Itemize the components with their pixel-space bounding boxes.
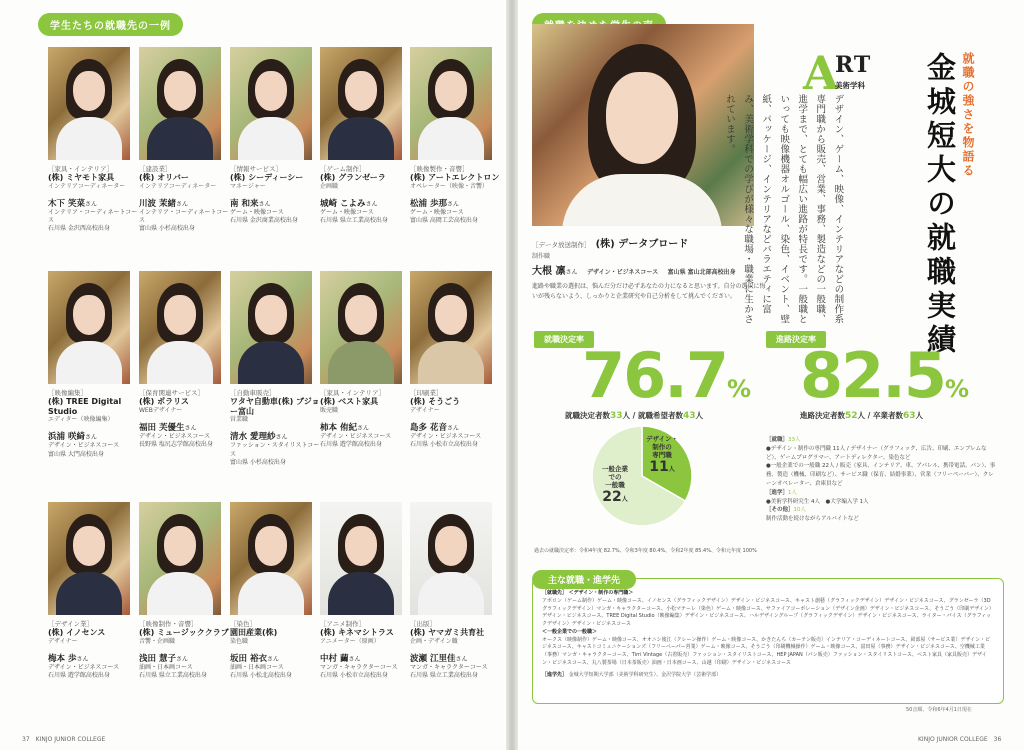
student-company: (株) そうごう xyxy=(410,397,461,407)
student-school: 富山県 小杉高校出身 xyxy=(139,225,195,233)
student-card xyxy=(230,502,320,680)
student-category: ［映像製作・音響］ xyxy=(410,165,469,173)
photo-body xyxy=(56,341,122,384)
photo-body xyxy=(56,572,122,615)
photo-body xyxy=(328,341,394,384)
student-photo xyxy=(230,502,312,615)
employed-count: 33人 xyxy=(788,437,801,443)
student-photo xyxy=(410,47,492,160)
employed-heading: ［就職］ xyxy=(766,437,789,443)
student-company: ワタヤ自動車(株) ブジョー富山 xyxy=(230,397,320,416)
student-course: インテリア・コーディネートコース xyxy=(139,208,229,224)
student-course: デザイン・ビジネスコース xyxy=(139,432,211,440)
student-role: 販売職 xyxy=(320,406,339,414)
art-subtitle: 美術学科 xyxy=(835,81,865,90)
student-card xyxy=(139,502,229,680)
student-course: 油画・日本画コース xyxy=(230,663,284,671)
student-name: 島多 花音 xyxy=(410,422,447,433)
student-honorific: さん xyxy=(84,434,97,442)
photo-face xyxy=(435,71,467,111)
left-section-label: 学生たちの就職先の一例 xyxy=(38,13,183,36)
student-role: デザイナー xyxy=(410,406,440,414)
student-company: (株) ポラリス xyxy=(139,397,189,407)
student-company: (株) シーディーシー xyxy=(230,173,304,183)
student-name-line xyxy=(139,197,229,209)
student-role: マネージャー xyxy=(230,182,266,190)
student-role: 企画・デザイン職 xyxy=(410,637,458,645)
photo-body xyxy=(418,572,484,615)
student-role: オペレーター（映像・音響） xyxy=(410,182,489,190)
student-card xyxy=(320,47,410,225)
student-name: 坂田 裕衣 xyxy=(230,653,267,664)
student-honorific: さん xyxy=(446,424,459,432)
student-honorific: さん xyxy=(184,424,197,432)
student-name-line xyxy=(48,652,138,664)
employment-hopeful-label: 人 / 就職希望者数 xyxy=(622,411,683,420)
student-category: ［情報サービス］ xyxy=(230,165,282,173)
photo-body xyxy=(147,117,213,160)
photo-face xyxy=(435,295,467,335)
student-photo xyxy=(139,502,221,615)
photo-face xyxy=(73,71,105,111)
student-photo xyxy=(320,47,402,160)
career-rate-detail xyxy=(800,410,923,421)
student-category: ［ゲーム制作］ xyxy=(320,165,366,173)
donut-label-line: デザイン・ xyxy=(646,435,679,443)
tagline: 就職の強さを物語る xyxy=(961,52,975,178)
career-graduates-label: 人 / 卒業者数 xyxy=(857,411,903,420)
featured-category: ［データ放送制作］ xyxy=(532,241,591,249)
student-name: 中村 繭 xyxy=(320,653,349,664)
featured-company: (株) データブロード xyxy=(595,239,689,250)
photo-body xyxy=(562,174,722,226)
student-company: 園田産業(株) xyxy=(230,628,278,638)
donut-unit: 人 xyxy=(668,466,675,474)
destinations-label: 主な就職・進学先 xyxy=(532,570,636,589)
student-card xyxy=(48,47,138,234)
career-decided-count: 52 xyxy=(845,411,858,421)
student-name: 木下 笑菜 xyxy=(48,198,85,209)
student-course: デザイン・ビジネスコース xyxy=(320,432,392,440)
student-card xyxy=(320,271,410,449)
photo-face xyxy=(345,526,377,566)
student-school: 石川県 金沢西高校出身 xyxy=(48,225,110,233)
student-course: デザイン・ビジネスコース xyxy=(48,442,120,450)
student-category: ［建設業］ xyxy=(139,165,172,173)
student-name-line xyxy=(230,197,320,209)
student-card xyxy=(320,502,410,680)
student-company: (株) ベスト家具 xyxy=(320,397,379,407)
student-course: インテリア・コーディネートコース xyxy=(48,208,138,224)
student-course: マンガ・キャラクターコース xyxy=(410,663,488,671)
student-name-line xyxy=(320,197,410,209)
photo-face xyxy=(73,526,105,566)
donut-value: 22 xyxy=(602,489,622,506)
employment-rate-value xyxy=(582,339,752,412)
student-school: 石川県 遊学館高校出身 xyxy=(48,671,110,679)
student-school: 石川県 遊学館高校出身 xyxy=(320,440,382,448)
photo-face xyxy=(255,295,287,335)
photo-body xyxy=(147,341,213,384)
study-heading: ［進学］ xyxy=(766,489,789,496)
student-role: 企画職 xyxy=(320,182,339,190)
student-company: (株) イノセンス xyxy=(48,628,106,638)
student-honorific: さん xyxy=(455,655,468,663)
student-company: (株) グランゼーラ xyxy=(320,173,386,183)
history-rates: 過去の就職決定率：令和4年度 82.7%、令和3年度 80.4%、令和2年度 85.4%、令和元年度 100% xyxy=(534,548,757,554)
student-category: ［出版］ xyxy=(410,620,436,628)
student-role: 営業職 xyxy=(230,416,249,424)
destinations-text xyxy=(542,590,992,679)
featured-role: 制作職 xyxy=(532,253,551,260)
student-name: 浜浦 咲綺 xyxy=(48,432,85,443)
student-course: 油画・日本画コース xyxy=(139,663,193,671)
page-title: 金城短大の就職実績 xyxy=(923,52,957,358)
student-honorific: さん xyxy=(266,655,279,663)
employment-rate-number: 76.7 xyxy=(582,339,727,412)
study-count: 1人 xyxy=(788,489,798,496)
donut-label-line: での xyxy=(608,472,622,481)
employment-decided-count: 33 xyxy=(610,411,623,421)
student-card xyxy=(48,271,138,459)
student-card xyxy=(230,47,320,225)
student-category: ［家具・インテリア］ xyxy=(48,165,113,173)
student-name-line xyxy=(230,652,320,664)
career-rate-unit: % xyxy=(944,375,970,403)
student-course: ファッション・スタイリストコース xyxy=(230,442,320,458)
career-rate-number: 82.5 xyxy=(800,339,945,412)
intro-text: デザイン、ゲーム、映像、インテリアなどの制作系専門職から販売、営業、事務、製造などの一般職、進学まで、とても幅広い進路が特長です。一般職といっても映像機器オルゴール、染色、イベント、壁紙、パッケージ、インテリアなどバラエティに富み、美術学科での学びが様々な職場・職業に生かされています。 xyxy=(724,94,844,324)
student-company: (株) ヤマガミ共育社 xyxy=(410,628,485,638)
employment-unit: 人 xyxy=(695,411,704,420)
student-role: インテリアコーディネーター xyxy=(48,182,126,190)
other-line: 制作活動を続けながらアルバイトなど xyxy=(766,516,859,523)
student-course: ゲーム・映像コース xyxy=(230,208,284,216)
student-card xyxy=(410,47,500,225)
student-role: 音響・企画職 xyxy=(139,637,176,645)
student-company: (株) アートエレクトロン xyxy=(410,173,500,183)
student-name-line xyxy=(48,197,138,209)
student-honorific: さん xyxy=(348,655,361,663)
employment-rate-unit: % xyxy=(726,375,752,403)
dest-study-heading: ［進学先］ xyxy=(542,671,568,678)
student-name: 福田 芙優生 xyxy=(139,422,185,433)
student-honorific: さん xyxy=(258,200,271,208)
student-company: (株) オリバー xyxy=(139,173,189,183)
art-rest: RT xyxy=(835,52,872,78)
student-photo xyxy=(139,47,221,160)
art-logo xyxy=(803,46,877,100)
donut-label-line: 制作の xyxy=(652,442,672,451)
student-name-line xyxy=(410,421,500,433)
student-school: 富山県 大門高校出身 xyxy=(48,450,104,458)
breakdown-line-2: ●一般企業での一般職 22人 / 販売（家具、インテリア、車、アパレル、携帯電話、パン）、事務、製造（機械、印刷など）、サービス職（保育、結婚事業）、営業（フリーペーパー）、クレーンオペレーター、倉庫員など xyxy=(766,463,996,487)
student-school: 石川県 県立工業高校出身 xyxy=(139,671,207,679)
photo-body xyxy=(328,572,394,615)
photo-face xyxy=(345,295,377,335)
student-school: 石川県 小松市立高校出身 xyxy=(320,671,388,679)
photo-body xyxy=(328,117,394,160)
photo-body xyxy=(238,117,304,160)
footer-right: KINJO JUNIOR COLLEGE 36 xyxy=(918,736,1002,743)
student-school: 石川県 小松北高校出身 xyxy=(230,671,292,679)
other-count: 10人 xyxy=(793,507,807,514)
student-school: 石川県 金沢商業高校出身 xyxy=(230,216,298,224)
dest-pro-body: アポロン（ゲーム制作）ゲーム・映像コース、イノセンス（グラフィックデザイン）デザイン・ビジネスコース、キャスト創藝（グラフィックデザイン）デザイン・ビジネスコース、グランゼーラ（3Dグラフィックデザイン）マンガ・キャラクターコース、小松マテーレ（染色）ゲーム・映像コース、サファイアコーポレーション（デザイン企画）デザイン・ビジネスコース、そうごう（印刷デザイン）デザイン・ビジネスコース、TREE Digital Studio（映像編集）デザイン・ビジネスコース、ハルデザイングループ（グラフィックデザイン）デザイン・ビジネスコース、ライター・パイス（グラフィックデザイン）デザイン・ビジネスコース xyxy=(542,597,992,627)
order-note: 50音順、令和6年4月1日現在 xyxy=(906,707,972,713)
photo-face xyxy=(255,526,287,566)
student-honorific: さん xyxy=(175,655,188,663)
student-photo xyxy=(48,47,130,160)
photo-body xyxy=(238,341,304,384)
student-photo xyxy=(410,502,492,615)
other-heading: ［その他］ xyxy=(766,507,794,514)
student-name-line xyxy=(230,430,320,442)
art-letter: A xyxy=(803,46,839,100)
student-school: 富山県 高岡工芸高校出身 xyxy=(410,216,478,224)
student-name: 浅田 慧子 xyxy=(139,653,176,664)
student-role: 染色職 xyxy=(230,637,249,645)
student-photo xyxy=(410,271,492,384)
photo-face xyxy=(164,526,196,566)
student-school: 石川県 小松市立高校出身 xyxy=(410,440,478,448)
photo-face xyxy=(345,71,377,111)
donut-label-line: 一般職 xyxy=(605,480,625,489)
student-school: 長野県 塩尻志学館高校出身 xyxy=(139,440,213,448)
student-photo xyxy=(48,271,130,384)
student-category: ［映像制作・音響］ xyxy=(139,620,198,628)
dest-gen-body: オークス（映像制作）ゲーム・映像コース、オオニシ後江（クレーン操作）ゲーム・映像コース、かきたんち（カーテン販売）インテリア・コーディネートコース、岡部屋（サービス業）デザイン・ビジネスコース、キャストコミュニケーションズ（フリーペーパー営業）ゲーム・映像コース、そうごう（印刷機械操作）ゲーム・映像コース、富田屋（事務）デザイン・ビジネスコース、空機械工業（事務）マンガ・キャラクターコース、Tirri Vintage（古着販売）ファッション・スタイリストコース、HEP JAPAN（パン販売）ファッション・スタイリストコース、ベスト家具（家具販売）デザイン・ビジネスコース、丸八製茶場（日本茶販売）油画・日本画コース、山越（印刷）デザイン・ビジネスコース xyxy=(542,636,991,666)
student-company: (株) ミュージッククラブ xyxy=(139,628,229,638)
student-card xyxy=(230,271,320,467)
student-name: 城崎 こよみ xyxy=(320,198,366,209)
student-card xyxy=(48,502,138,680)
featured-name: 大根 凛 xyxy=(532,266,566,277)
photo-face xyxy=(435,526,467,566)
student-category: ［染色］ xyxy=(230,620,256,628)
featured-school: 富山県 富山北部高校出身 xyxy=(667,269,736,276)
employment-decided-label: 就職決定者数 xyxy=(565,411,610,420)
student-name: 梅本 歩 xyxy=(48,653,77,664)
career-rate-label: 進路決定率 xyxy=(766,331,826,348)
student-name: 清水 愛理紗 xyxy=(230,432,276,443)
student-category: ［デザイン業］ xyxy=(48,620,94,628)
student-course: マンガ・キャラクターコース xyxy=(320,663,398,671)
photo-body xyxy=(418,341,484,384)
student-name-line xyxy=(320,421,410,433)
photo-face xyxy=(164,295,196,335)
student-name: 南 和来 xyxy=(230,198,259,209)
student-honorific: さん xyxy=(446,200,459,208)
career-decided-label: 進路決定者数 xyxy=(800,411,845,420)
student-role: アニメーター（原画） xyxy=(320,637,380,645)
photo-face xyxy=(164,71,196,111)
photo-body xyxy=(418,117,484,160)
gutter xyxy=(506,0,518,750)
student-photo xyxy=(139,271,221,384)
student-card xyxy=(410,271,500,449)
student-name-line xyxy=(320,652,410,664)
student-name-line xyxy=(139,652,229,664)
student-category: ［自動車販売］ xyxy=(230,389,276,397)
dest-gen-heading: ＜一般企業での一般職＞ xyxy=(542,628,598,635)
student-honorific: さん xyxy=(356,424,369,432)
student-photo xyxy=(230,271,312,384)
career-graduates-count: 63 xyxy=(903,411,916,421)
student-photo xyxy=(320,271,402,384)
student-course: デザイン・ビジネスコース xyxy=(48,663,120,671)
donut-label-1 xyxy=(602,466,628,506)
featured-honorific: さん xyxy=(565,269,578,276)
featured-course: デザイン・ビジネスコース xyxy=(586,269,659,276)
student-category: ［保育関連サービス］ xyxy=(139,389,204,397)
student-company: (株) キネマシトラス xyxy=(320,628,394,638)
student-honorific: さん xyxy=(84,200,97,208)
student-course: ゲーム・映像コース xyxy=(410,208,464,216)
student-role: エディター（映像編集） xyxy=(48,416,114,424)
student-name-line xyxy=(139,421,229,433)
student-company: (株) TREE Digital Studio xyxy=(48,397,122,416)
student-category: ［映像編集］ xyxy=(48,389,87,397)
student-role: WEBデザイナー xyxy=(139,406,183,414)
student-role: デザイナー xyxy=(48,637,78,645)
student-photo xyxy=(230,47,312,160)
student-card xyxy=(139,271,229,449)
student-photo xyxy=(48,502,130,615)
student-school: 石川県 県立工業高校出身 xyxy=(320,216,388,224)
study-line: ●美術学科研究生 4人 ●大学編入学 1人 xyxy=(766,498,869,505)
photo-body xyxy=(147,572,213,615)
student-category: ［印刷業］ xyxy=(410,389,443,397)
photo-body xyxy=(238,572,304,615)
student-company: (株) ミヤモト家具 xyxy=(48,173,115,183)
donut-label-line: 専門職 xyxy=(652,450,672,459)
career-unit: 人 xyxy=(915,411,924,420)
student-card xyxy=(410,502,500,680)
dest-study-body: 金城大学短期大学部（美術学科研究生）、金沢学院大学（芸術学部） xyxy=(568,671,722,678)
donut-value: 11 xyxy=(649,459,669,476)
donut-label-line: 一般企業 xyxy=(602,465,628,473)
photo-face xyxy=(255,71,287,111)
donut-label-0 xyxy=(646,436,678,476)
student-name-line xyxy=(410,197,500,209)
employment-hopeful-count: 43 xyxy=(683,411,696,421)
photo-face xyxy=(606,72,678,164)
student-name: 松浦 歩那 xyxy=(410,198,447,209)
student-category: ［家具・インテリア］ xyxy=(320,389,385,397)
employment-rate-label: 就職決定率 xyxy=(534,331,594,348)
student-category: ［アニメ制作］ xyxy=(320,620,366,628)
student-course: ゲーム・映像コース xyxy=(320,208,374,216)
career-rate-value xyxy=(800,339,970,412)
breakdown-list xyxy=(766,436,996,524)
student-school: 石川県 県立工業高校出身 xyxy=(410,671,478,679)
student-name: 柿本 侑紀 xyxy=(320,422,357,433)
donut-unit: 人 xyxy=(621,496,628,504)
student-card xyxy=(139,47,229,234)
student-photo xyxy=(320,502,402,615)
footer-left: 37 KINJO JUNIOR COLLEGE xyxy=(22,736,106,743)
student-honorific: さん xyxy=(76,655,89,663)
student-honorific: さん xyxy=(275,434,288,442)
student-honorific: さん xyxy=(365,200,378,208)
employment-rate-detail xyxy=(565,410,703,421)
student-honorific: さん xyxy=(175,200,188,208)
dest-employ-heading: ［就職先］ xyxy=(542,590,568,596)
student-course: デザイン・ビジネスコース xyxy=(410,432,482,440)
dest-pro-heading: ＜デザイン・制作の専門職＞ xyxy=(568,590,634,596)
student-school: 富山県 小杉高校出身 xyxy=(230,458,286,466)
photo-body xyxy=(56,117,122,160)
student-name: 波瀬 江里佳 xyxy=(410,653,456,664)
student-name-line xyxy=(410,652,500,664)
student-name: 川波 茉緒 xyxy=(139,198,176,209)
featured-quote: 進路や職業の選択は、悩んだ分だけ必ずあなたの力になると思います。自分の選択に悔いが残らないよう、しっかりと企業研究や自己分析をして挑んでください。 xyxy=(532,283,766,301)
student-role: インテリアコーディネーター xyxy=(139,182,217,190)
breakdown-line-1: ●デザイン・制作の専門職 11人 / デザイナー（グラフィック、広告、印刷、エンブレムなど）、ゲームプログラマー、アートディレクター、染色など xyxy=(766,445,987,461)
photo-face xyxy=(73,295,105,335)
student-name-line xyxy=(48,430,138,442)
